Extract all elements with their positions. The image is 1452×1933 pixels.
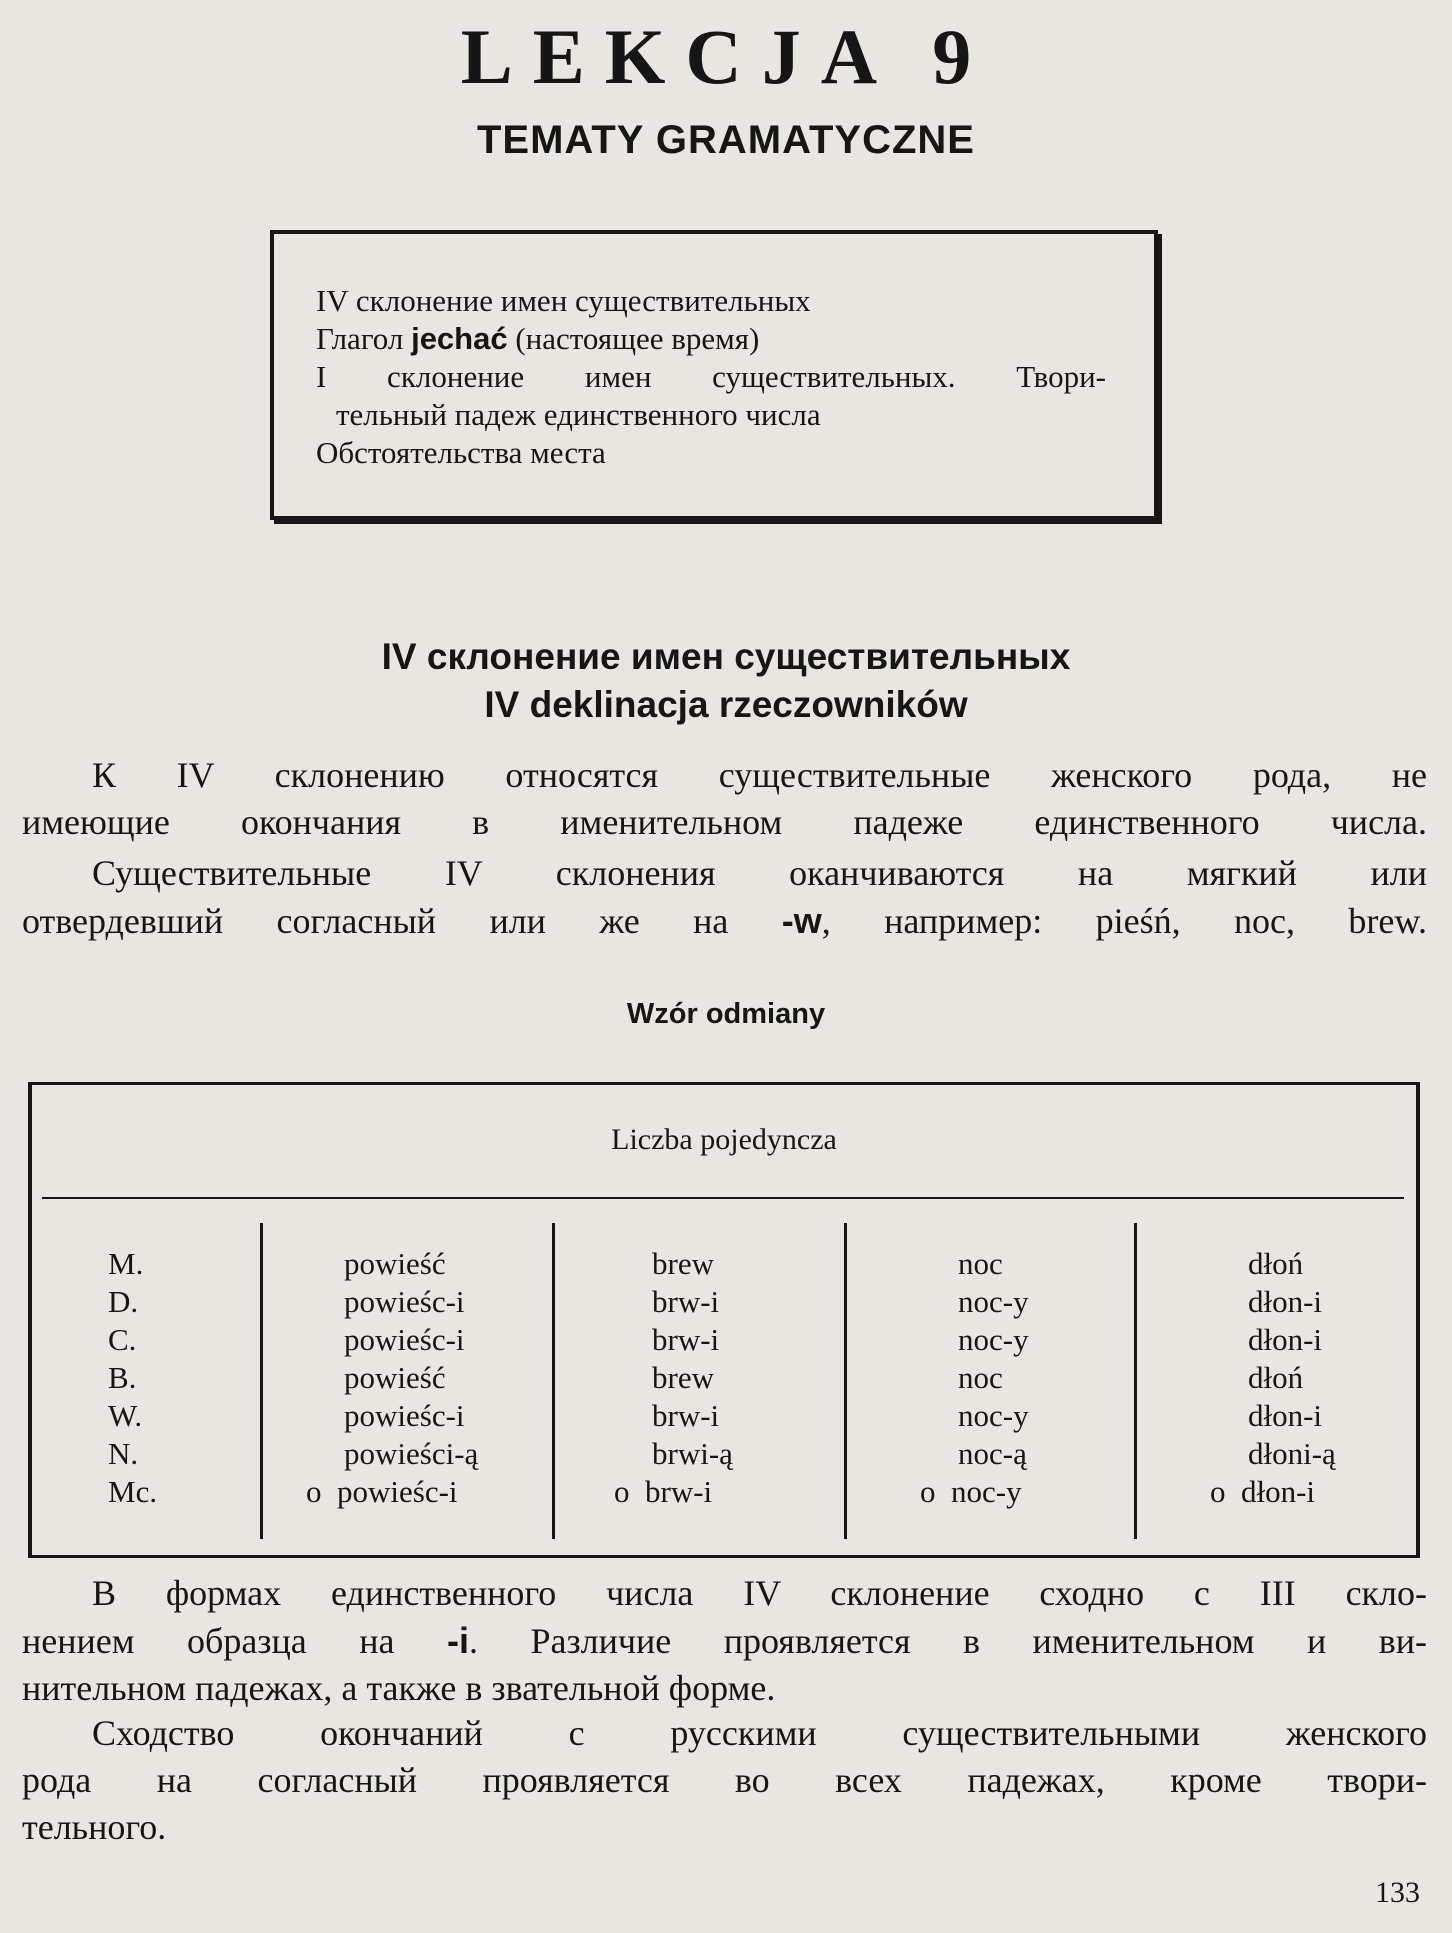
declension-table: [28, 1082, 1420, 1558]
form-cell: noc-y: [958, 1398, 1029, 1433]
form-cell-locative: o noc-y: [920, 1474, 1022, 1509]
form-cell: powieśc-i: [344, 1322, 465, 1357]
text-line: Сходство окончаний с русскими существительными женского: [92, 1713, 1427, 1753]
text-line: В формах единственного числа IV склонение сходно с III скло-: [92, 1573, 1427, 1613]
form-cell-locative: o dłon-i: [1210, 1474, 1316, 1509]
case-label: N.: [108, 1436, 139, 1471]
case-label: W.: [108, 1398, 143, 1433]
form-cell: dłon-i: [1248, 1398, 1323, 1433]
pattern-heading: Wzór odmiany: [626, 998, 826, 1030]
locative-preposition: o: [1210, 1474, 1226, 1509]
topic-item: I склонение имен существительных. Твори-: [316, 359, 1106, 394]
table-divider: [42, 1197, 1404, 1199]
locative-preposition: o: [614, 1474, 630, 1509]
case-label: C.: [108, 1322, 137, 1357]
form-cell: dłoni-ą: [1248, 1436, 1336, 1471]
form-cell: dłon-i: [1248, 1322, 1323, 1357]
text-line: Существительные IV склонения оканчиваются на мягкий или: [92, 853, 1427, 893]
topic-item: IV склонение имен существительных: [316, 283, 811, 318]
form-cell: powieśc-i: [344, 1398, 465, 1433]
text-line: нением образца на -i. Различие проявляется в именительном и ви-: [22, 1620, 1428, 1661]
topic-item: Глагол jechać (настоящее время): [316, 321, 760, 356]
text-line: К IV склонению относятся существительные женского рода, не: [92, 755, 1427, 795]
page-number: 133: [1375, 1876, 1420, 1909]
form-cell-locative: o brw-i: [614, 1474, 713, 1509]
form-cell: brw-i: [652, 1284, 720, 1319]
form-cell: dłoń: [1248, 1360, 1304, 1395]
section-heading-pl: IV deklinacja rzeczowników: [484, 684, 968, 725]
topic-item-continuation: тельный падеж единственного числа: [336, 397, 821, 432]
text-line: имеющие окончания в именительном падеже единственного числа.: [22, 802, 1427, 842]
intro-paragraph-2: [22, 850, 1427, 945]
column-separator: [844, 1223, 847, 1539]
lesson-title: LEKCJA 9: [460, 13, 992, 100]
form-cell: powieść: [344, 1360, 446, 1395]
column-separator: [552, 1223, 555, 1539]
paradigm-column-noc: [920, 1245, 1029, 1511]
paradigm-column-dlon: [1210, 1245, 1336, 1511]
case-label: M.: [108, 1246, 144, 1281]
intro-paragraph-1: [22, 752, 1427, 846]
form-cell: dłoń: [1248, 1246, 1304, 1281]
text-line: отвердевший согласный или же на -w, например: pieśń, noc, brew.: [22, 900, 1427, 941]
section-heading-ru: IV склонение имен существительных: [381, 636, 1071, 677]
closing-paragraph-2: [22, 1710, 1427, 1851]
form-cell-locative: o powieśc-i: [306, 1474, 458, 1509]
case-label: D.: [108, 1284, 139, 1319]
form-cell: brew: [652, 1360, 714, 1395]
text-line: нительном падежах, а также в звательной форме.: [22, 1668, 776, 1708]
closing-paragraph-1: [22, 1570, 1427, 1712]
form-cell: brew: [652, 1246, 714, 1281]
form-cell: brwi-ą: [652, 1436, 733, 1471]
case-label: B.: [108, 1360, 137, 1395]
form-cell: noc-y: [958, 1322, 1029, 1357]
form-cell: brw-i: [652, 1322, 720, 1357]
topics-heading: TEMATY GRAMATYCZNE: [477, 118, 975, 162]
topics-list: [316, 282, 1116, 472]
table-subheading: Liczba pojedyncza: [611, 1123, 837, 1156]
form-cell: powieści-ą: [344, 1436, 479, 1471]
text-line: рода на согласный проявляется во всех падежах, кроме твори-: [22, 1760, 1427, 1800]
text-line: тельного.: [22, 1807, 167, 1847]
form-cell: noc: [958, 1246, 1003, 1281]
case-labels-column: [108, 1245, 157, 1511]
form-cell: noc-y: [958, 1284, 1029, 1319]
topics-box: [270, 230, 1158, 520]
form-cell: noc: [958, 1360, 1003, 1395]
locative-preposition: o: [920, 1474, 936, 1509]
form-cell: powieśc-i: [344, 1284, 465, 1319]
form-cell: dłon-i: [1248, 1284, 1323, 1319]
topic-item: Обстоятельства места: [316, 435, 606, 470]
column-separator: [260, 1223, 263, 1539]
paradigm-column-brew: [614, 1245, 733, 1511]
case-label: Mc.: [108, 1474, 158, 1509]
form-cell: brw-i: [652, 1398, 720, 1433]
locative-preposition: o: [306, 1474, 322, 1509]
form-cell: powieść: [344, 1246, 446, 1281]
paradigm-column-powiesc: [306, 1245, 478, 1511]
column-separator: [1134, 1223, 1137, 1539]
form-cell: noc-ą: [958, 1436, 1027, 1471]
